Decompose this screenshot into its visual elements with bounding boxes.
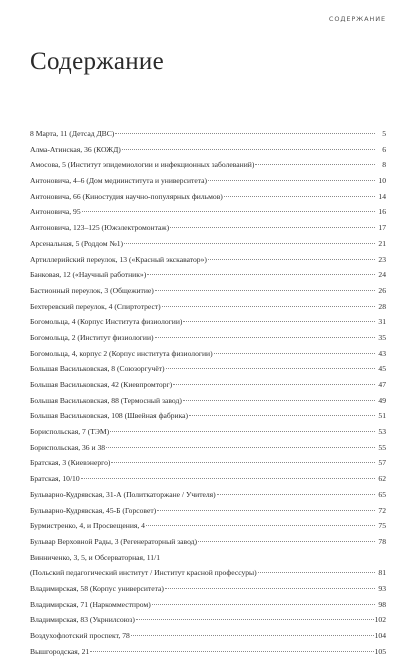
toc-dot-leader (110, 431, 375, 432)
running-head: СОДЕРЖАНИЕ (328, 15, 386, 23)
toc-entry-label: Большая Васильковская, 8 (Союзоргучёт) (30, 364, 165, 374)
toc-entry-label: (Польский педагогический институт / Институт красной профессуры) (30, 568, 257, 578)
toc-entry-label: Богомольца, 4, корпус 2 (Корпус института физиологии) (30, 348, 213, 358)
toc-entry[interactable] (30, 346, 386, 362)
toc-entry-label: Бастионный переулок, 3 (Общежитие) (30, 285, 154, 295)
toc-entry-label: Антоновича, 4–6 (Дом медиинститута и университета) (30, 176, 208, 186)
toc-entry[interactable] (30, 518, 386, 534)
toc-entry-page-number: 35 (378, 332, 386, 342)
toc-entry[interactable] (30, 157, 386, 173)
toc-entry-page-number: 105 (374, 646, 386, 656)
toc-entry[interactable] (30, 299, 386, 315)
toc-dot-leader (106, 447, 375, 448)
toc-entry-label: Алма-Атинская, 36 (КОЖД) (30, 144, 121, 154)
toc-entry[interactable] (30, 628, 386, 644)
toc-dot-leader (170, 227, 375, 228)
toc-entry[interactable] (30, 189, 386, 205)
toc-dot-leader (157, 510, 375, 511)
toc-entry-page-number: 5 (382, 129, 386, 138)
toc-entry-label: Антоновича, 123–125 (Южэлектромонтаж) (30, 223, 170, 233)
page-title: Содержание (30, 48, 164, 75)
toc-dot-leader (155, 337, 375, 338)
toc-entry-label: Бурмистренко, 4, и Просвещения, 4 (30, 521, 145, 531)
toc-entry[interactable] (30, 377, 386, 393)
toc-entry[interactable] (30, 236, 386, 252)
toc-entry[interactable] (30, 455, 386, 471)
toc-entry-page-number: 43 (378, 348, 386, 358)
toc-dot-leader (90, 651, 373, 652)
toc-entry-label: 8 Марта, 11 (Детсад ДВС) (30, 129, 115, 138)
toc-entry-label: Владимирская, 71 (Наркомместпром) (30, 599, 151, 609)
toc-entry-page-number: 6 (382, 144, 386, 154)
toc-entry-label: Богомольца, 2 (Институт физиологии) (30, 332, 154, 342)
toc-entry[interactable] (30, 440, 386, 456)
toc-dot-leader (162, 306, 375, 307)
toc-entry-page-number: 57 (378, 458, 386, 468)
toc-entry[interactable] (30, 173, 386, 189)
toc-entry-label: Владимирская, 58 (Корпус университета) (30, 583, 164, 593)
toc-entry-page-number: 28 (378, 301, 386, 311)
toc-entry-page-number: 14 (378, 191, 386, 201)
toc-entry-label: Антоновича, 66 (Киностудия научно-популярных фильмов) (30, 191, 223, 201)
toc-entry-label: Богомольца, 4 (Корпус Института физиологии) (30, 317, 183, 327)
toc-entry-page-number: 23 (378, 254, 386, 264)
toc-entry[interactable] (30, 565, 386, 581)
toc-entry-page-number: 51 (378, 411, 386, 421)
toc-entry-page-number: 78 (378, 536, 386, 546)
toc-entry-label: Арсенальная, 5 (Роддом №1) (30, 238, 124, 248)
toc-dot-leader (173, 384, 375, 385)
toc-entry-page-number: 55 (378, 442, 386, 452)
toc-entry-page-number: 21 (378, 238, 386, 248)
toc-entry-label: Винниченко, 3, 5, и Обсерваторная, 11/1 (30, 552, 161, 562)
toc-entry-page-number: 102 (374, 615, 386, 625)
toc-entry-label: Бульвар Верховной Рады, 3 (Регенераторный завод) (30, 536, 198, 546)
toc-entry[interactable] (30, 471, 386, 487)
toc-dot-leader (155, 290, 375, 291)
toc-dot-leader (152, 604, 375, 605)
toc-entry-page-number: 53 (378, 427, 386, 437)
toc-dot-leader (165, 588, 375, 589)
toc-entry-page-number: 24 (378, 270, 386, 280)
toc-entry-label: Большая Васильковская, 42 (Киевпромторг) (30, 380, 173, 389)
toc-entry[interactable] (30, 424, 386, 440)
toc-entry-page-number: 8 (382, 160, 386, 170)
toc-entry-label: Бехтеревский переулок, 4 (Спиртотрест) (30, 301, 161, 311)
toc-entry[interactable] (30, 408, 386, 424)
toc-entry[interactable] (30, 142, 386, 158)
toc-dot-leader (146, 525, 375, 526)
toc-entry-label: Банковая, 12 («Научный работник») (30, 270, 147, 280)
toc-entry-page-number: 31 (378, 317, 386, 327)
toc-entry-page-number: 75 (378, 521, 386, 531)
toc-entry-label: Бульварно-Кудрявская, 45-Б (Горсовет) (30, 505, 157, 515)
toc-entry-label: Бориспольская, 36 и 38 (30, 442, 106, 452)
toc-entry-page-number: 16 (378, 207, 386, 217)
toc-dot-leader (217, 494, 375, 495)
toc-entry-page-number: 98 (378, 599, 386, 609)
toc-entry-label: Воздухофлотский проспект, 78 (30, 631, 130, 640)
toc-dot-leader (255, 164, 375, 165)
toc-entry-page-number: 26 (378, 285, 386, 295)
toc-entry[interactable] (30, 550, 386, 566)
toc-dot-leader (183, 321, 375, 322)
toc-entry[interactable] (30, 267, 386, 283)
toc-dot-leader (224, 196, 375, 197)
toc-entry[interactable] (30, 612, 386, 628)
toc-dot-leader (208, 180, 375, 181)
toc-dot-leader (111, 462, 375, 463)
toc-entry-page-number: 45 (378, 364, 386, 374)
toc-entry[interactable] (30, 597, 386, 613)
toc-entry[interactable] (30, 330, 386, 346)
toc-entry-page-number: 72 (378, 505, 386, 515)
toc-entry-page-number: 81 (378, 568, 386, 578)
toc-entry-page-number: 49 (378, 395, 386, 405)
toc-dot-leader (81, 478, 375, 479)
toc-entry-label: Владимирская, 83 (Укрнилсоюз) (30, 615, 135, 625)
toc-dot-leader (183, 400, 375, 401)
toc-entry-label: Братская, 10/10 (30, 474, 80, 484)
toc-dot-leader (82, 211, 375, 212)
toc-entry[interactable] (30, 220, 386, 236)
toc-dot-leader (198, 541, 375, 542)
toc-entry-page-number: 47 (378, 380, 386, 389)
toc-entry[interactable] (30, 126, 386, 142)
toc-entry-page-number: 17 (378, 223, 386, 233)
toc-entry[interactable] (30, 534, 386, 550)
toc-entry-page-number: 93 (378, 583, 386, 593)
toc-dot-leader (122, 149, 375, 150)
toc-entry-page-number: 10 (378, 176, 386, 186)
toc-entry-label: Большая Васильковская, 88 (Термосный завод) (30, 395, 182, 405)
toc-entry-label: Антоновича, 95 (30, 207, 81, 217)
toc-entry-label: Артиллерийский переулок, 13 («Красный экскаватор») (30, 254, 207, 264)
toc-dot-leader (147, 274, 375, 275)
toc-entry-page-number: 65 (378, 489, 386, 499)
toc-entry[interactable] (30, 503, 386, 519)
toc-entry-page-number: 104 (374, 631, 386, 640)
toc-entry[interactable] (30, 644, 386, 659)
toc-dot-leader (166, 368, 375, 369)
toc-entry-label: Бориспольская, 7 (ТЭМ) (30, 427, 110, 437)
toc-entry[interactable] (30, 361, 386, 377)
toc-entry[interactable] (30, 283, 386, 299)
toc-dot-leader (258, 572, 375, 573)
toc-entry-page-number: 62 (378, 474, 386, 484)
toc-dot-leader (124, 243, 375, 244)
toc-entry-label: Вышгородская, 21 (30, 646, 90, 656)
toc-entry[interactable] (30, 581, 386, 597)
toc-entry-label: Амосова, 5 (Институт эпидемиологии и инфекционных заболеваний) (30, 160, 255, 170)
toc-entry-label: Братская, 3 (Киевэнерго) (30, 458, 111, 468)
toc-dot-leader (115, 133, 375, 134)
toc-entry-label: Большая Васильковская, 108 (Швейная фабрика) (30, 411, 189, 421)
toc-entry[interactable] (30, 393, 386, 409)
toc-entry[interactable] (30, 487, 386, 503)
toc-dot-leader (189, 415, 375, 416)
toc-dot-leader (214, 353, 375, 354)
toc-dot-leader (131, 635, 374, 636)
toc-dot-leader (136, 619, 374, 620)
toc-entry-label: Бульварно-Кудрявская, 31-А (Политкаторжане / Учителя) (30, 489, 216, 499)
toc-dot-leader (208, 259, 375, 260)
toc-entry[interactable] (30, 252, 386, 268)
table-of-contents (30, 126, 386, 659)
toc-entry[interactable] (30, 314, 386, 330)
toc-entry[interactable] (30, 204, 386, 220)
